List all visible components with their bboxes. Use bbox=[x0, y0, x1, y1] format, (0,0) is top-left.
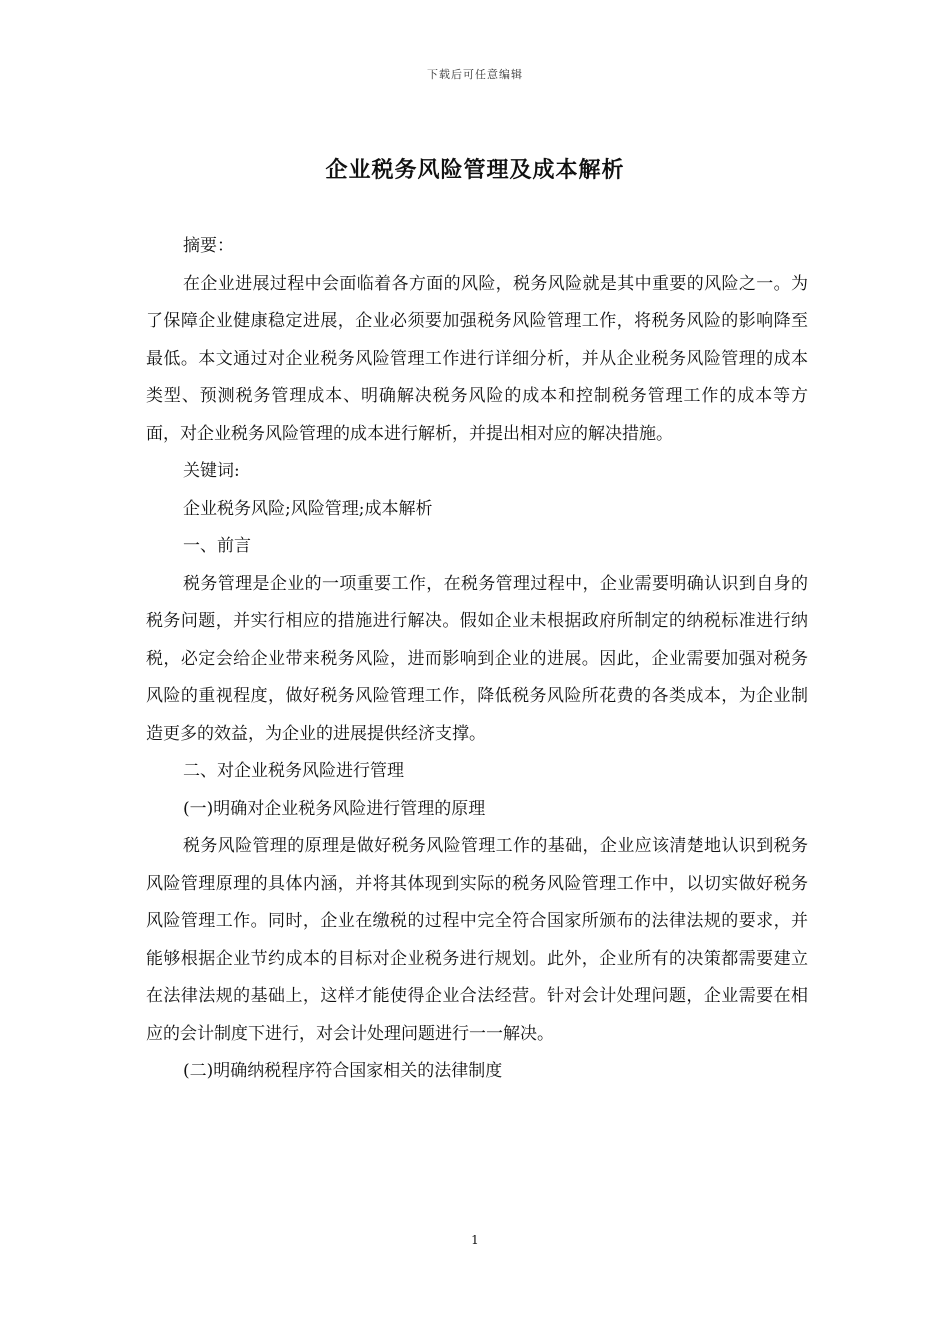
body-paragraph: 税务管理是企业的一项重要工作，在税务管理过程中，企业需要明确认识到自身的税务问题，并实行相应的措施进行解决。假如企业未根据政府所制定的纳税标准进行纳税，必定会给企业带来税务风险，进而影响到企业的进展。因此，企业需要加强对税务风险的重视程度，做好税务风险管理工作，降低税务风险所花费的各类成本，为企业制造更多的效益，为企业的进展提供经济支撑。 bbox=[146, 573, 808, 744]
subsection-heading-2: (二)明确纳税程序符合国家相关的法律制度 bbox=[183, 1061, 503, 1081]
section-heading-1: 一、前言 bbox=[183, 536, 251, 556]
page-number: 1 bbox=[471, 1233, 479, 1247]
abstract-paragraph: 在企业进展过程中会面临着各方面的风险，税务风险就是其中重要的风险之一。为了保障企业健康稳定进展，企业必须要加强税务风险管理工作，将税务风险的影响降至最低。本文通过对企业税务风险管理工作进行详细分析，并从企业税务风险管理的成本类型、预测税务管理成本、明确解决税务风险的成本和控制税务管理工作的成本等方面，对企业税务风险管理的成本进行解析，并提出相对应的解决措施。 bbox=[146, 273, 808, 444]
subsection-heading-1: (一)明确对企业税务风险进行管理的原理 bbox=[183, 798, 486, 819]
keywords-heading: 关键词: bbox=[183, 461, 240, 481]
document-body bbox=[146, 228, 808, 1091]
section-heading-2: 二、对企业税务风险进行管理 bbox=[183, 761, 404, 781]
abstract-heading: 摘要： bbox=[183, 236, 234, 256]
header-note: 下载后可任意编辑 bbox=[427, 68, 523, 81]
body-paragraph: 税务风险管理的原理是做好税务风险管理工作的基础，企业应该清楚地认识到税务风险管理原理的具体内涵，并将其体现到实际的税务风险管理工作中，以切实做好税务风险管理工作。同时，企业在缴税的过程中完全符合国家所颁布的法律法规的要求，并能够根据企业节约成本的目标对企业税务进行规划。此外，企业所有的决策都需要建立在法律法规的基础上，这样才能使得企业合法经营。针对会计处理问题，企业需要在相应的会计制度下进行，对会计处理问题进行一一解决。 bbox=[146, 836, 808, 1044]
document-title: 企业税务风险管理及成本解析 bbox=[325, 157, 625, 183]
keywords-list: 企业税务风险;风险管理;成本解析 bbox=[183, 498, 433, 519]
